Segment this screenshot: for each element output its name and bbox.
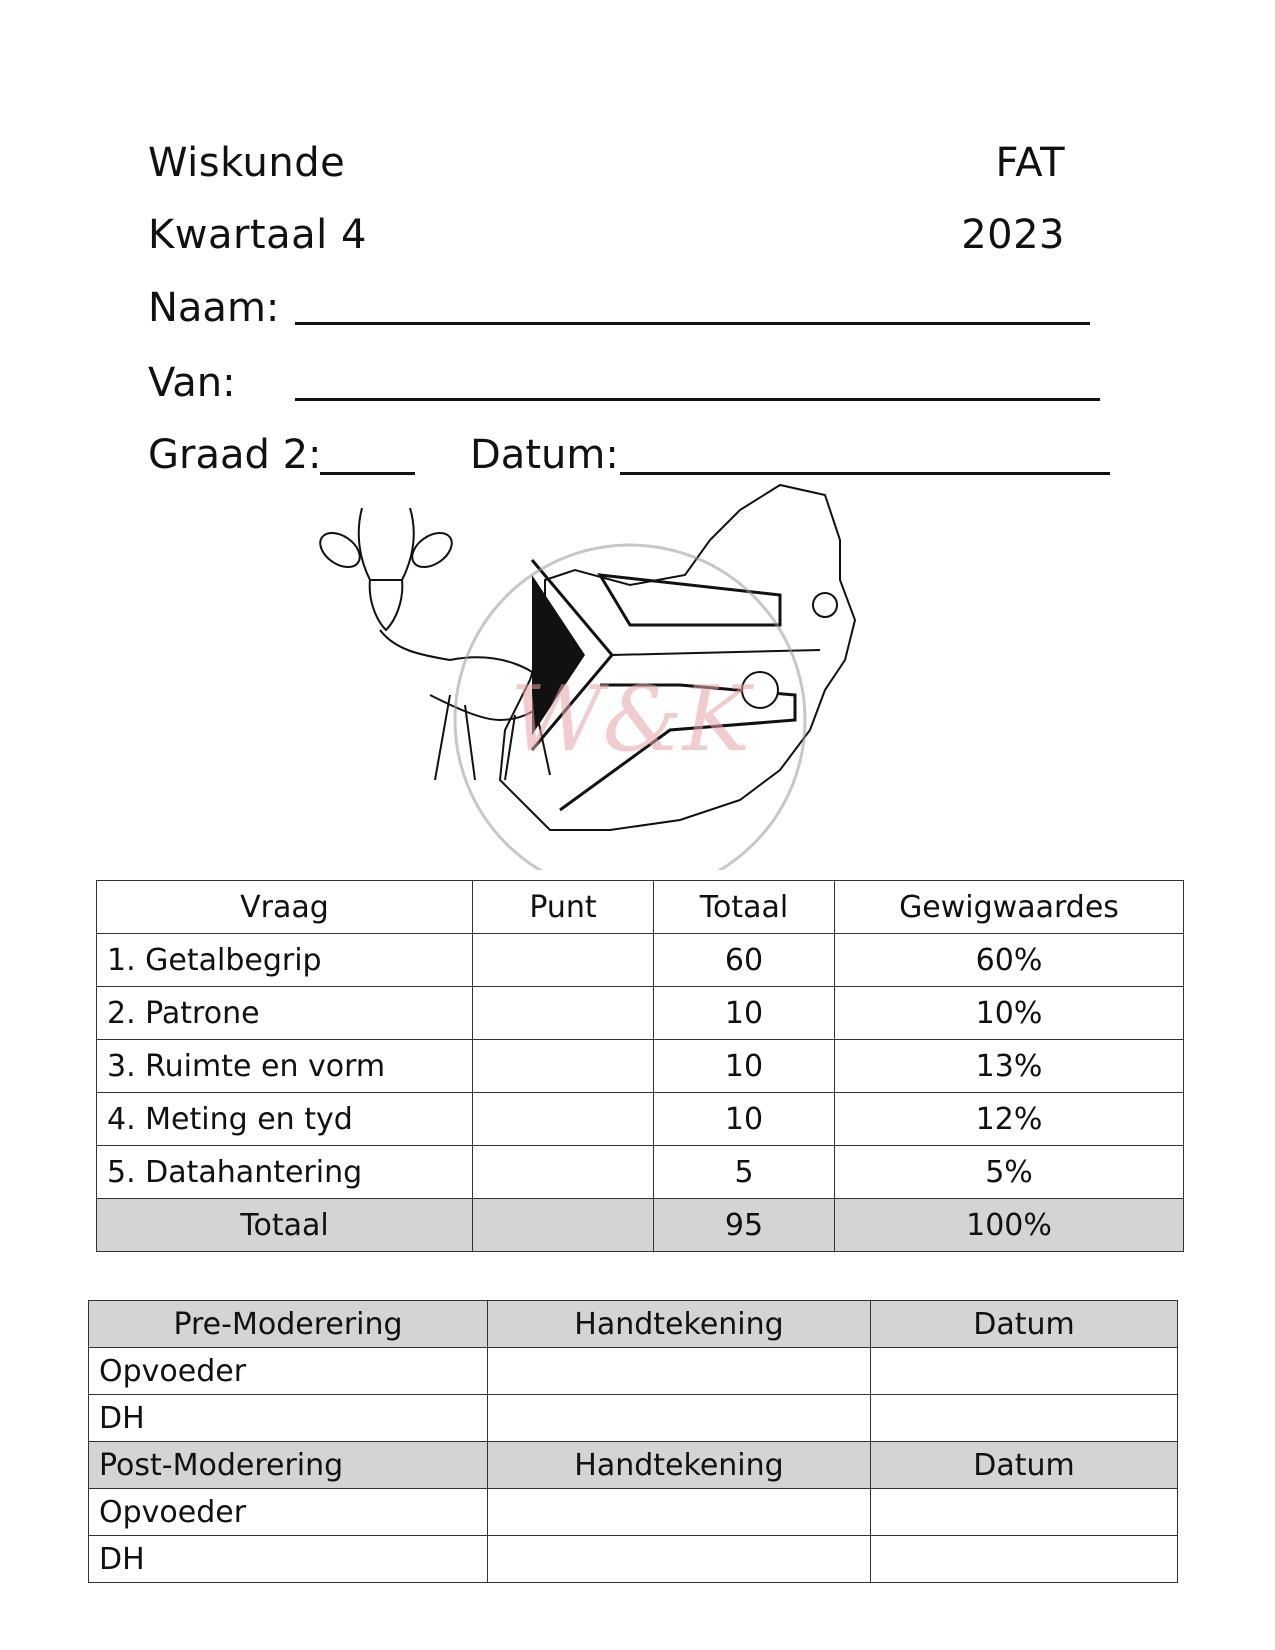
date-cell[interactable]	[871, 1536, 1178, 1583]
total-cell: 60	[654, 934, 835, 987]
role-label: Opvoeder	[89, 1348, 488, 1395]
post-date-header: Datum	[871, 1442, 1178, 1489]
date-line[interactable]	[620, 472, 1110, 475]
header-gewigwaardes: Gewigwaardes	[835, 881, 1184, 934]
pre-signature-header: Handtekening	[488, 1301, 871, 1348]
header-vraag: Vraag	[97, 881, 473, 934]
header-totaal: Totaal	[654, 881, 835, 934]
name-line[interactable]	[295, 322, 1090, 325]
pre-moderation-title: Pre-Moderering	[89, 1301, 488, 1348]
surname-line[interactable]	[295, 398, 1100, 401]
grade-label: Graad 2:	[148, 432, 322, 478]
signature-cell[interactable]	[488, 1489, 871, 1536]
header-punt: Punt	[473, 881, 654, 934]
question-label: 2. Patrone	[97, 987, 473, 1040]
subject-title: Wiskunde	[148, 140, 346, 186]
watermark-initials: W&K	[510, 667, 750, 772]
grade-line[interactable]	[320, 472, 415, 475]
role-label: Opvoeder	[89, 1489, 488, 1536]
surname-label: Van:	[148, 360, 236, 406]
role-label: DH	[89, 1536, 488, 1583]
total-cell: 5	[654, 1146, 835, 1199]
springbok-map-illustration	[300, 480, 920, 870]
score-cell[interactable]	[473, 1040, 654, 1093]
table-row	[89, 1489, 1178, 1536]
eswatini-outline	[813, 593, 837, 617]
table-row	[89, 1536, 1178, 1583]
total-score-cell[interactable]	[473, 1199, 654, 1252]
weight-cell: 12%	[835, 1093, 1184, 1146]
name-label: Naam:	[148, 285, 280, 331]
score-cell[interactable]	[473, 1093, 654, 1146]
score-cell[interactable]	[473, 1146, 654, 1199]
assessment-type: FAT	[995, 140, 1065, 186]
total-cell: 10	[654, 987, 835, 1040]
table-row	[89, 1348, 1178, 1395]
pre-moderation-header	[89, 1301, 1178, 1348]
post-signature-header: Handtekening	[488, 1442, 871, 1489]
post-moderation-header	[89, 1442, 1178, 1489]
table-row	[97, 934, 1184, 987]
score-cell[interactable]	[473, 934, 654, 987]
year-label: 2023	[961, 212, 1065, 258]
term-label: Kwartaal 4	[148, 212, 367, 258]
weight-cell: 60%	[835, 934, 1184, 987]
table-row	[97, 987, 1184, 1040]
table-row	[89, 1395, 1178, 1442]
table-row	[97, 1093, 1184, 1146]
total-row	[97, 1199, 1184, 1252]
total-totaal-cell: 95	[654, 1199, 835, 1252]
date-cell[interactable]	[871, 1348, 1178, 1395]
date-cell[interactable]	[871, 1489, 1178, 1536]
marks-table	[96, 880, 1184, 1252]
signature-cell[interactable]	[488, 1395, 871, 1442]
role-label: DH	[89, 1395, 488, 1442]
post-moderation-title: Post-Moderering	[89, 1442, 488, 1489]
question-label: 3. Ruimte en vorm	[97, 1040, 473, 1093]
weight-cell: 13%	[835, 1040, 1184, 1093]
total-cell: 10	[654, 1040, 835, 1093]
table-row	[97, 1040, 1184, 1093]
date-cell[interactable]	[871, 1395, 1178, 1442]
moderation-table	[88, 1300, 1178, 1583]
pre-date-header: Datum	[871, 1301, 1178, 1348]
total-label: Totaal	[97, 1199, 473, 1252]
question-label: 1. Getalbegrip	[97, 934, 473, 987]
question-label: 4. Meting en tyd	[97, 1093, 473, 1146]
total-cell: 10	[654, 1093, 835, 1146]
date-label: Datum:	[470, 432, 619, 478]
total-weight-cell: 100%	[835, 1199, 1184, 1252]
signature-cell[interactable]	[488, 1536, 871, 1583]
weight-cell: 10%	[835, 987, 1184, 1040]
score-cell[interactable]	[473, 987, 654, 1040]
table-row	[97, 1146, 1184, 1199]
weight-cell: 5%	[835, 1146, 1184, 1199]
marks-header-row	[97, 881, 1184, 934]
signature-cell[interactable]	[488, 1348, 871, 1395]
question-label: 5. Datahantering	[97, 1146, 473, 1199]
